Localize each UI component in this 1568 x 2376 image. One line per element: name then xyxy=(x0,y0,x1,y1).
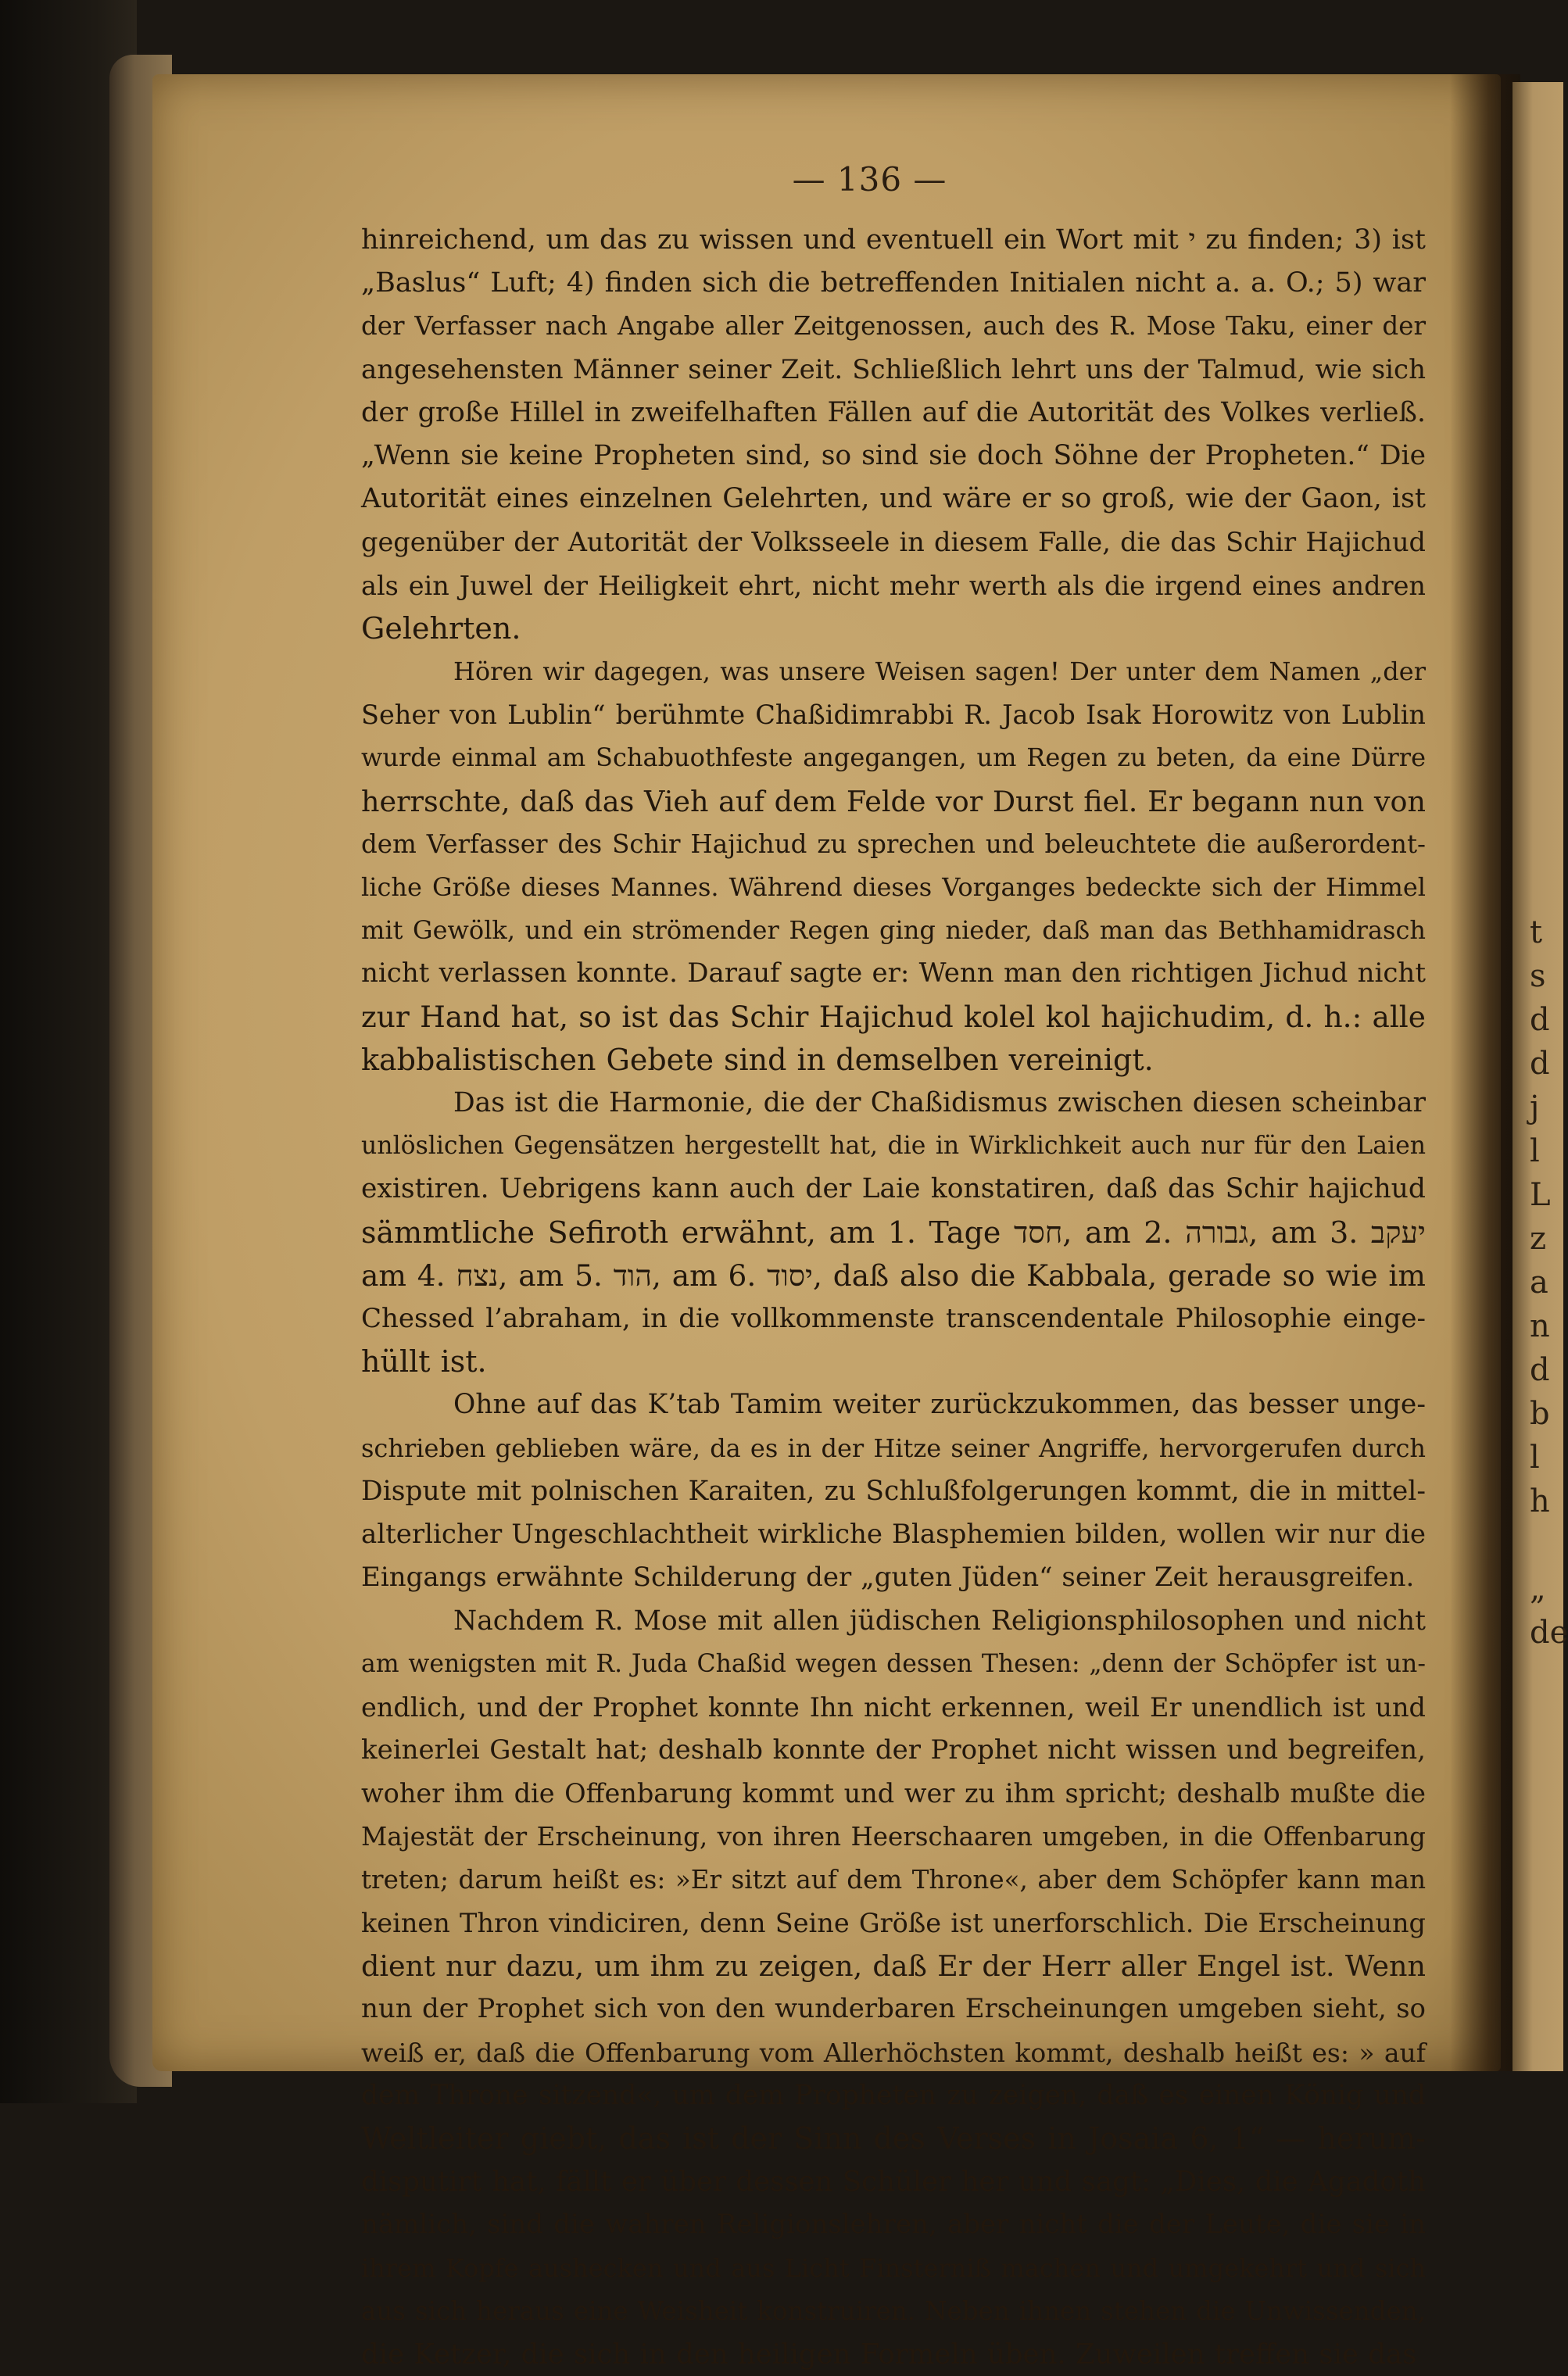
paragraph xyxy=(361,1600,1426,2376)
page-header xyxy=(0,160,1563,199)
text-line: endlich, und der Prophet konnte Ihn nicht erkennen, weil Er unendlich ist und xyxy=(361,1686,1426,1729)
facing-page-text-fragment: t s d d j l L z a n d b l h „ de xyxy=(1513,911,1568,1655)
text-line: Weltleiter giebt, das ist der Sinn des Verses in Josaia 6, 1“ — herum- xyxy=(361,2117,1426,2160)
paragraph xyxy=(361,219,1426,650)
text-line: Das ist die Harmonie, die der Chaßidismus zwischen diesen scheinbar xyxy=(361,1082,1426,1125)
paragraph xyxy=(361,650,1426,1082)
text-line: Majestät der Erscheinung, von ihren Heerschaaren umgeben, in die Offenbarung xyxy=(361,1816,1426,1859)
paragraph xyxy=(361,1082,1426,1383)
text-line: mit Gewölk, und ein strömender Regen ging nieder, daß man das Bethhamidrasch xyxy=(361,909,1426,952)
text-line: der Verfasser nach Angabe aller Zeitgenossen, auch des R. Mose Taku, einer der xyxy=(361,305,1426,348)
text-line: alterlicher Ungeschlachtheit wirkliche Blasphemien bilden, wollen wir nur die xyxy=(361,1513,1426,1556)
text-line: Dispute mit polnischen Karaiten, zu Schlußfolgerungen kommt, die in mittel- xyxy=(361,1470,1426,1513)
text-line: liche Größe dieses Mannes. Während dieses Vorganges bedeckte sich der Himmel xyxy=(361,866,1426,909)
page-number: — 136 — xyxy=(617,160,947,199)
text-line: kabbalistischen Gebete sind in demselben vereinigt. xyxy=(361,1039,1426,1082)
text-line: nun der Prophet sich von den wunderbaren Erscheinungen umgeben sieht, so xyxy=(361,1988,1426,2031)
text-line: unlöslichen Gegensätzen hergestellt hat, die in Wirklichkeit auch nur für den Laien xyxy=(361,1125,1426,1168)
text-line: existiren. Uebrigens kann auch der Laie konstatiren, daß das Schir hajichud xyxy=(361,1168,1426,1211)
text-line: dem Throne sitzend«, um dem Propheten zu zeigen, daß es einen König und xyxy=(361,2074,1426,2117)
text-line: Gelehrten. xyxy=(361,607,1426,650)
text-line: am wenigsten mit R. Juda Chaßid wegen dessen Thesen: „denn der Schöpfer ist un- xyxy=(361,1643,1426,1686)
text-line: angesehensten Männer seiner Zeit. Schließlich lehrt uns der Talmud, wie sich xyxy=(361,349,1426,392)
text-line: keinen Thron vindiciren, denn Seine Größe ist unerforschlich. Die Erscheinung xyxy=(361,1902,1426,1945)
text-line: Eingangs erwähnte Schilderung der „guten Jüden“ seiner Zeit herausgreifen. xyxy=(361,1556,1426,1599)
text-line: disputirt hat, fällt er über dessen Schüler her und sagt: „Dies, die Agadoth xyxy=(361,2160,1426,2203)
text-line: herrschte, daß das Vieh auf dem Felde vor Durst fiel. Er begann nun von xyxy=(361,780,1426,823)
text-line: aus sich heraus eine Weisheit konstruiren. Neben ihnen stehen die Unwissenden, xyxy=(361,2290,1426,2333)
text-line: am 4. נצח, am 5. הוד, am 6. יסוד, daß also die Kabbala, gerade so wie im xyxy=(361,1254,1426,1297)
text-line: woher ihm die Offenbarung kommt und wer zu ihm spricht; deshalb mußte die xyxy=(361,1772,1426,1815)
text-line: treten; darum heißt es: »Er sitzt auf dem Throne«, aber dem Schöpfer kann man xyxy=(361,1859,1426,1902)
text-line: Autorität eines einzelnen Gelehrten, und wäre er so groß, wie der Gaon, ist xyxy=(361,478,1426,521)
facing-page-edge xyxy=(1513,82,1563,2071)
paragraph xyxy=(361,1383,1426,1599)
text-line: die Ketzer, die sich in den heiligen Formeln üben. Zuweilen treffen sie das xyxy=(361,2333,1426,2376)
text-line: der große Hillel in zweifelhaften Fällen auf die Autorität des Volkes verließ. xyxy=(361,392,1426,435)
text-line: Ohne auf das K’tab Tamim weiter zurückzukommen, das besser unge- xyxy=(361,1383,1426,1426)
text-line: zur Hand hat, so ist das Schir Hajichud kolel kol hajichudim, d. h.: alle xyxy=(361,996,1426,1039)
text-line: hüllt ist. xyxy=(361,1340,1426,1383)
text-line: keinerlei Gestalt hat; deshalb konnte der Prophet nicht wissen und begreifen, xyxy=(361,1729,1426,1772)
text-line: dient nur dazu, um ihm zu zeigen, daß Er der Herr aller Engel ist. Wenn xyxy=(361,1945,1426,1988)
text-line: wurde einmal am Schabuothfeste angegangen, um Regen zu beten, da eine Dürre xyxy=(361,736,1426,779)
text-line: „Wenn sie keine Propheten sind, so sind sie doch Söhne der Propheten.“ Die xyxy=(361,435,1426,478)
text-line: dem Verfasser des Schir Hajichud zu sprechen und beleuchtete die außerordent- xyxy=(361,823,1426,866)
text-line: „Baslus“ Luft; 4) finden sich die betreffenden Initialen nicht a. a. O.; 5) war xyxy=(361,262,1426,305)
text-line: ihrem Kopfe aushecken und aus Licht Finsterniß machen und umgekehrt und sich xyxy=(361,2247,1426,2290)
text-line: nämlich, sind die wahren Religionslehren, aber nicht die der Leute, die sie in xyxy=(361,2203,1426,2246)
text-line: gegenüber der Autorität der Volksseele in diesem Falle, die das Schir Hajichud xyxy=(361,521,1426,564)
text-line: Seher von Lublin“ berühmte Chaßidimrabbi R. Jacob Isak Horowitz von Lublin xyxy=(361,693,1426,736)
text-line: schrieben geblieben wäre, da es in der Hitze seiner Angriffe, hervorgerufen durch xyxy=(361,1427,1426,1470)
book-gutter-shadow xyxy=(1450,74,1520,2071)
text-line: Nachdem R. Mose mit allen jüdischen Religionsphilosophen und nicht xyxy=(361,1600,1426,1643)
text-line: Chessed l’abraham, in die vollkommenste transcendentale Philosophie einge- xyxy=(361,1297,1426,1340)
text-line: sämmtliche Sefiroth erwähnt, am 1. Tage חסד, am 2. גבורה, am 3. יעקב xyxy=(361,1211,1426,1254)
text-line: nicht verlassen konnte. Darauf sagte er: Wenn man den richtigen Jichud nicht xyxy=(361,952,1426,995)
text-line: Hören wir dagegen, was unsere Weisen sagen! Der unter dem Namen „der xyxy=(361,650,1426,693)
text-line: als ein Juwel der Heiligkeit ehrt, nicht mehr werth als die irgend eines andren xyxy=(361,564,1426,607)
text-line: weiß er, daß die Offenbarung vom Allerhöchsten kommt, deshalb heißt es: » auf xyxy=(361,2031,1426,2074)
text-column xyxy=(361,219,1426,2376)
text-line: hinreichend, um das zu wissen und eventuell ein Wort mit י zu finden; 3) ist xyxy=(361,219,1426,262)
